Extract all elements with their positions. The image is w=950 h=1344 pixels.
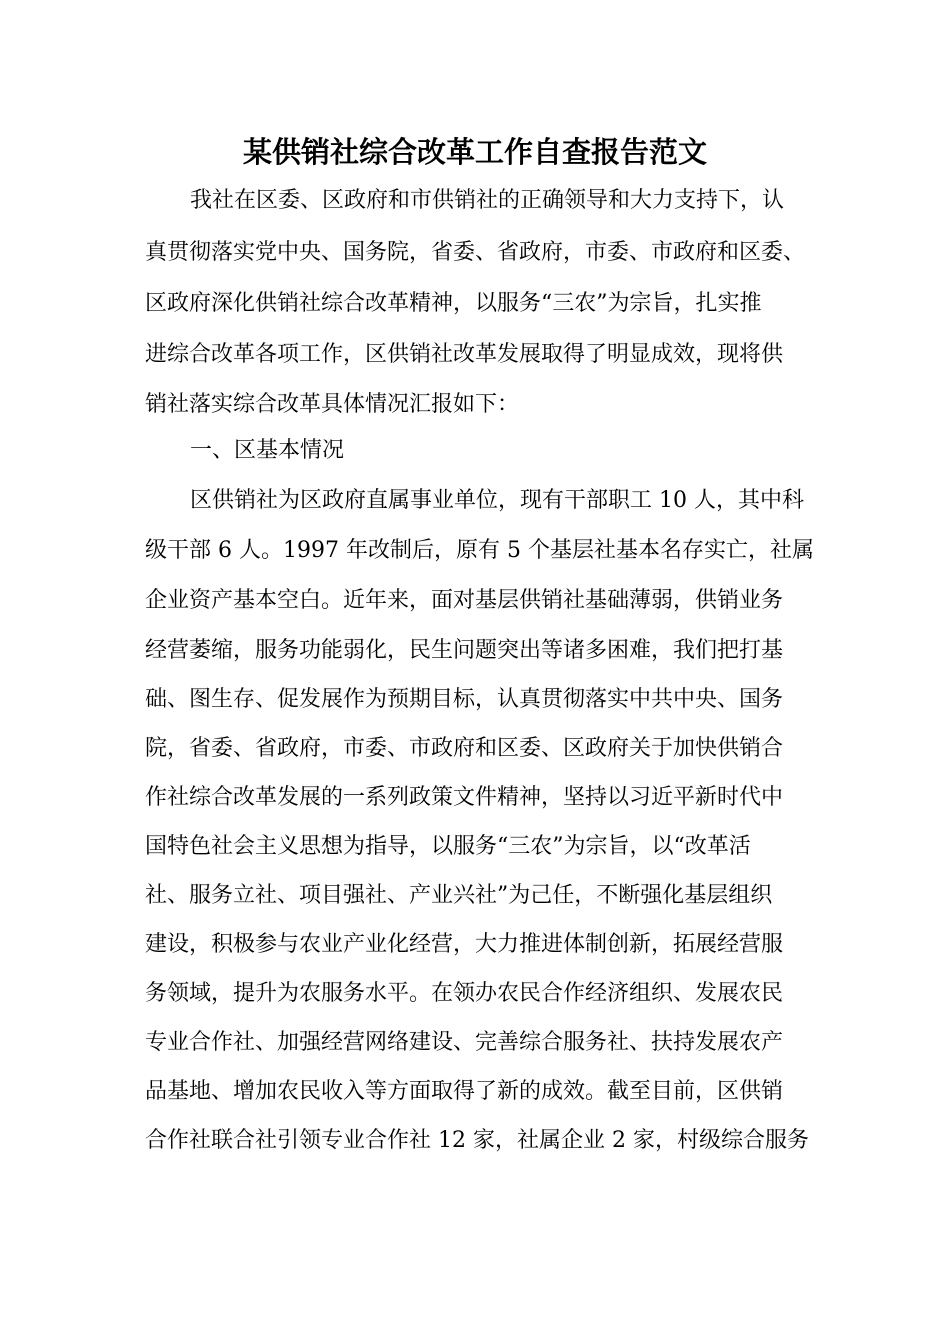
body-text-line: 企业资产基本空白。近年来，面对基层供销社基础薄弱，供销业务 <box>145 588 784 613</box>
body-text-line: 国特色社会主义思想为指导，以服务“三农”为宗旨，以“改革活 <box>145 834 751 859</box>
body-text-line: 真贯彻落实党中央、国务院，省委、省政府，市委、市政府和区委、 <box>145 240 806 265</box>
body-text-line: 销社落实综合改革具体情况汇报如下： <box>145 392 520 417</box>
body-text-line: 级干部 6 人。1997 年改制后，原有 5 个基层社基本名存实亡，社属 <box>145 538 814 563</box>
body-text-line: 院，省委、省政府，市委、市政府和区委、区政府关于加快供销合 <box>145 736 784 761</box>
body-text-line: 专业合作社、加强经营网络建设、完善综合服务社、扶持发展农产 <box>145 1030 784 1055</box>
section-heading: 一、区基本情况 <box>190 438 345 463</box>
body-text-line: 进综合改革各项工作，区供销社改革发展取得了明显成效，现将供 <box>145 342 784 367</box>
document-title: 某供销社综合改革工作自查报告范文 <box>242 135 707 169</box>
body-text-line: 品基地、增加农民收入等方面取得了新的成效。截至目前，区供销 <box>145 1079 784 1104</box>
body-text-line: 建设，积极参与农业产业化经营，大力推进体制创新，拓展经营服 <box>145 932 784 957</box>
body-text-line: 经营萎缩，服务功能弱化，民生问题突出等诸多困难，我们把打基 <box>145 638 784 663</box>
body-text-line: 作社综合改革发展的一系列政策文件精神，坚持以习近平新时代中 <box>145 785 784 810</box>
body-text-line: 务领域，提升为农服务水平。在领办农民合作经济组织、发展农民 <box>145 981 784 1006</box>
body-text-line: 区政府深化供销社综合改革精神，以服务“三农”为宗旨，扎实推 <box>145 291 762 316</box>
body-text-line: 区供销社为区政府直属事业单位，现有干部职工 10 人，其中科 <box>190 488 804 513</box>
body-text-line: 合作社联合社引领专业合作社 12 家，社属企业 2 家，村级综合服务 <box>145 1128 809 1153</box>
body-text-line: 础、图生存、促发展作为预期目标，认真贯彻落实中共中央、国务 <box>145 687 784 712</box>
body-text-line: 社、服务立社、项目强社、产业兴社”为己任，不断强化基层组织 <box>145 883 773 908</box>
body-text-line: 我社在区委、区政府和市供销社的正确领导和大力支持下，认 <box>190 188 785 213</box>
